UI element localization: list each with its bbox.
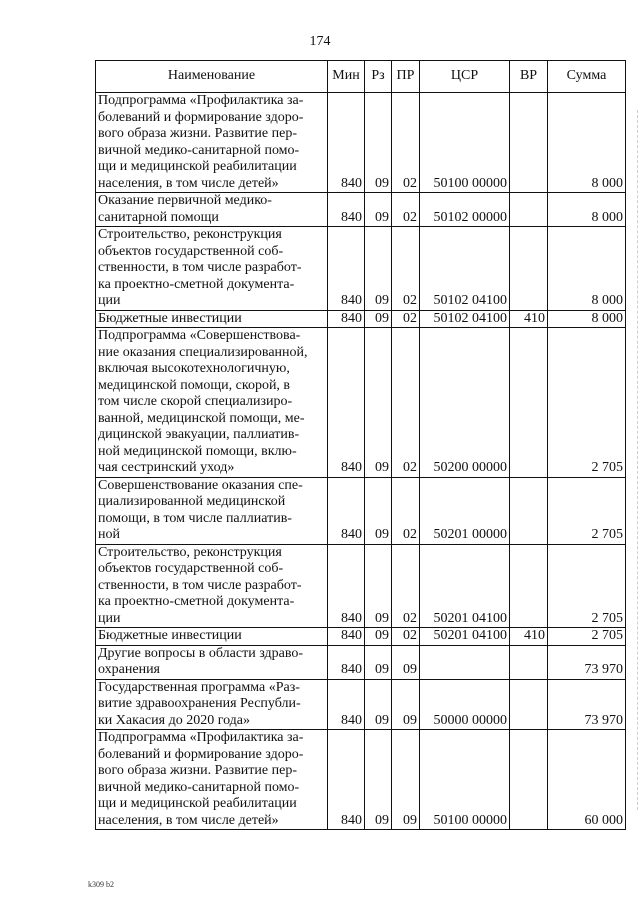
- header-name: Наименование: [96, 61, 328, 93]
- row-pr: 02: [392, 227, 420, 311]
- row-name: Оказание первичной медико- санитарной помощи: [96, 193, 328, 227]
- row-rz: 09: [365, 328, 392, 478]
- table-row: [96, 193, 626, 227]
- row-min: 840: [328, 730, 365, 830]
- row-sum: 73 970: [548, 645, 626, 679]
- row-rz: 09: [365, 193, 392, 227]
- row-rz: 09: [365, 227, 392, 311]
- row-name: Государственная программа «Раз- витие здравоохранения Республи- ки Хакасия до 2020 года»: [96, 679, 328, 730]
- row-sum: 2 705: [548, 477, 626, 544]
- row-min: 840: [328, 544, 365, 628]
- row-name: Строительство, реконструкция объектов государственной соб- ственности, в том числе разработ- ка проектно-сметной документа- ции: [96, 544, 328, 628]
- row-vr: [510, 679, 548, 730]
- row-vr: [510, 227, 548, 311]
- row-name: Бюджетные инвестиции: [96, 628, 328, 646]
- row-min: 840: [328, 227, 365, 311]
- row-rz: 09: [365, 93, 392, 193]
- row-pr: 09: [392, 645, 420, 679]
- row-pr: 02: [392, 628, 420, 646]
- row-min: 840: [328, 328, 365, 478]
- footer-code: k309 b2: [88, 880, 114, 889]
- row-min: 840: [328, 310, 365, 328]
- row-rz: 09: [365, 544, 392, 628]
- header-min: Мин: [328, 61, 365, 93]
- table-header-row: [96, 61, 626, 93]
- row-name: Подпрограмма «Совершенствова- ние оказания специализированной, включая высокотехнологичную, медицинской помощи, скорой, в том числе скорой специализиро- ванной, медицинской помощи, ме- дицинской эвакуации, паллиатив- ной медицинской помощи, вклю- чая сестринский уход»: [96, 328, 328, 478]
- row-sum: 8 000: [548, 310, 626, 328]
- row-pr: 02: [392, 93, 420, 193]
- row-vr: [510, 328, 548, 478]
- row-sum: 8 000: [548, 193, 626, 227]
- table-row: [96, 310, 626, 328]
- row-rz: 09: [365, 679, 392, 730]
- row-rz: 09: [365, 477, 392, 544]
- row-sum: 2 705: [548, 544, 626, 628]
- table-row: [96, 93, 626, 193]
- header-pr: ПР: [392, 61, 420, 93]
- row-csr: 50201 00000: [420, 477, 510, 544]
- row-vr: [510, 645, 548, 679]
- row-min: 840: [328, 93, 365, 193]
- row-sum: 8 000: [548, 93, 626, 193]
- row-sum: 73 970: [548, 679, 626, 730]
- row-name: Строительство, реконструкция объектов государственной соб- ственности, в том числе разработ- ка проектно-сметной документа- ции: [96, 227, 328, 311]
- table-row: [96, 544, 626, 628]
- row-sum: 2 705: [548, 628, 626, 646]
- row-min: 840: [328, 628, 365, 646]
- table-row: [96, 328, 626, 478]
- row-csr: [420, 645, 510, 679]
- table-row: [96, 628, 626, 646]
- header-csr: ЦСР: [420, 61, 510, 93]
- row-sum: 2 705: [548, 328, 626, 478]
- row-csr: 50201 04100: [420, 544, 510, 628]
- page-number: 174: [309, 34, 331, 49]
- row-csr: 50102 04100: [420, 227, 510, 311]
- row-pr: 02: [392, 477, 420, 544]
- row-name: Бюджетные инвестиции: [96, 310, 328, 328]
- row-vr: [510, 193, 548, 227]
- row-sum: 8 000: [548, 227, 626, 311]
- row-csr: 50201 04100: [420, 628, 510, 646]
- row-pr: 02: [392, 193, 420, 227]
- row-vr: [510, 93, 548, 193]
- table-row: [96, 730, 626, 830]
- row-vr: [510, 477, 548, 544]
- row-name: Совершенствование оказания спе- циализированной медицинской помощи, в том числе паллиатив- ной: [96, 477, 328, 544]
- row-csr: 50000 00000: [420, 679, 510, 730]
- row-vr: 410: [510, 310, 548, 328]
- row-pr: 02: [392, 544, 420, 628]
- budget-table: [95, 60, 626, 830]
- row-vr: [510, 544, 548, 628]
- row-name: Подпрограмма «Профилактика за- болеваний и формирование здоро- вого образа жизни. Развитие пер- вичной медико-санитарной помо- щи и медицинской реабилитации населения, в том числе детей»: [96, 730, 328, 830]
- table-row: [96, 679, 626, 730]
- row-vr: [510, 730, 548, 830]
- row-rz: 09: [365, 628, 392, 646]
- table-row: [96, 477, 626, 544]
- row-csr: 50102 04100: [420, 310, 510, 328]
- table-row: [96, 645, 626, 679]
- row-pr: 09: [392, 679, 420, 730]
- row-csr: 50100 00000: [420, 730, 510, 830]
- row-name: Другие вопросы в области здраво- охранения: [96, 645, 328, 679]
- row-vr: 410: [510, 628, 548, 646]
- header-vr: ВР: [510, 61, 548, 93]
- header-sum: Сумма: [548, 61, 626, 93]
- row-min: 840: [328, 679, 365, 730]
- row-sum: 60 000: [548, 730, 626, 830]
- table-row: [96, 227, 626, 311]
- row-pr: 09: [392, 730, 420, 830]
- row-rz: 09: [365, 310, 392, 328]
- scan-edge-mark: [636, 110, 638, 810]
- row-pr: 02: [392, 328, 420, 478]
- row-min: 840: [328, 477, 365, 544]
- row-name: Подпрограмма «Профилактика за- болеваний и формирование здоро- вого образа жизни. Развитие пер- вичной медико-санитарной помо- щи и медицинской реабилитации населения, в том числе детей»: [96, 93, 328, 193]
- row-csr: 50102 00000: [420, 193, 510, 227]
- row-pr: 02: [392, 310, 420, 328]
- row-min: 840: [328, 645, 365, 679]
- row-rz: 09: [365, 730, 392, 830]
- row-csr: 50100 00000: [420, 93, 510, 193]
- row-min: 840: [328, 193, 365, 227]
- row-csr: 50200 00000: [420, 328, 510, 478]
- row-rz: 09: [365, 645, 392, 679]
- header-rz: Рз: [365, 61, 392, 93]
